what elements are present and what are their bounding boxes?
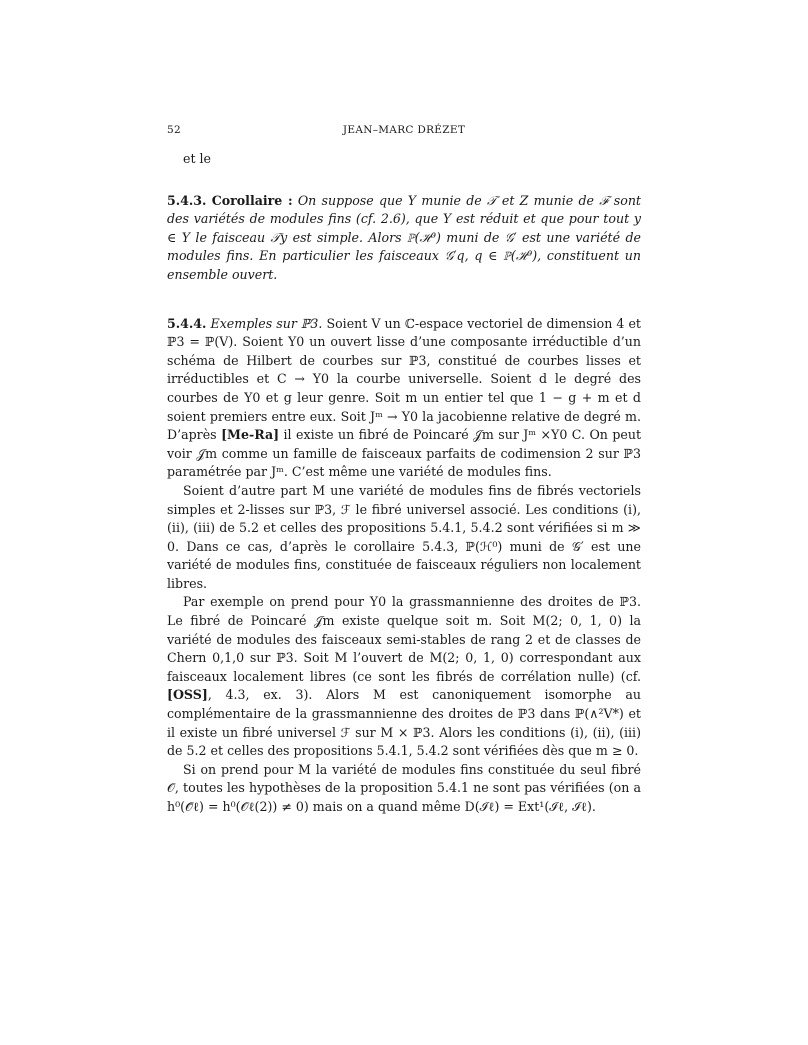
examples-paragraph-3 (167, 593, 641, 760)
running-author: JEAN–MARC DRÉZET (342, 124, 466, 136)
citation-oss: [OSS] (167, 687, 208, 703)
examples-paragraph-1 (167, 315, 641, 482)
corollary-text: On suppose que Y munie de 𝒯 et Z munie de ℱ sont des variétés de modules fins (cf. 2.6), que Y est réduit et que pour tout y ∈ Y le faisceau 𝒯y est simple. Alors ℙ(ℋ⁰) muni de 𝒢′ est une variété de modules fins. En particulier les faisceaux 𝒢′q, q ∈ ℙ(ℋ⁰), constituent un ensemble ouvert. (167, 192, 641, 282)
examples-p1-text-a: Soient V un ℂ-espace vectoriel de dimension 4 et ℙ3 = ℙ(V). Soient Y0 un ouvert lisse d’une composante irréductible d’un schéma de Hilbert de courbes sur ℙ3, constitué de courbes lisses et irréductibles et C → Y0 la courbe universelle. Soient d le degré des courbes de Y0 et g leur genre. Soit m un entier tel que 1 − g + m et d soient premiers entre eux. Soit Jᵐ → Y0 la jacobienne relative de degré m. D’après (167, 315, 641, 443)
corollary-5-4-3 (167, 192, 641, 285)
examples-paragraph-2: Soient d’autre part M une variété de modules fins de fibrés vectoriels simples et 2-lisses sur ℙ3, ℱ le fibré universel associé. Les conditions (i), (ii), (iii) de 5.2 et celles des propositions 5.4.1, 5.4.2 sont vérifiées si m ≫ 0. Dans ce cas, d’après le corollaire 5.4.3, ℙ(ℋ⁰) muni de 𝒢′ est une variété de modules fins, constituée de faisceaux réguliers non localement libres. (167, 482, 641, 591)
examples-number: 5.4.4. (167, 315, 207, 331)
citation-me-ra: [Me-Ra] (221, 427, 280, 443)
page-body (167, 150, 641, 817)
page-number: 52 (167, 124, 181, 136)
running-header (167, 124, 641, 140)
lead-in-text: et le (183, 151, 211, 166)
examples-p1-text-b: il existe un fibré de Poincaré 𝒥m sur Jᵐ ×Y0 C. On peut voir 𝒥m comme un famille de faisceaux parfaits de codimension 2 sur ℙ3 paramétrée par Jᵐ. C’est même une variété de modules fins. (167, 427, 641, 480)
examples-paragraph-4: Si on prend pour M la variété de modules fins constituée du seul fibré 𝒪, toutes les hypothèses de la proposition 5.4.1 ne sont pas vérifiées (on a h⁰(𝒪̃ℓ) = h⁰(𝒪ℓ(2)) ≠ 0) mais on a quand même D(ℐℓ) = Ext¹(ℐℓ, ℐℓ). (167, 761, 641, 814)
corollary-title: Corollaire : (211, 192, 293, 208)
examples-title: Exemples sur ℙ3. (210, 315, 323, 331)
examples-p3-text-a: Par exemple on prend pour Y0 la grassmannienne des droites de ℙ3. Le fibré de Poincaré 𝒥m existe quelque soit m. Soit M(2; 0, 1, 0) la variété de modules des faisceaux semi-stables de rang 2 et de classes de Chern 0,1,0 sur ℙ3. Soit M l’ouvert de M(2; 0, 1, 0) correspondant aux faisceaux localement libres (ce sont les fibrés de corrélation nulle) (cf. (167, 594, 641, 684)
examples-p3-text-b: , 4.3, ex. 3). Alors M est canoniquement isomorphe au complémentaire de la grassmannienne des droites de ℙ3 dans ℙ(∧²V*) et il existe un fibré universel ℱ sur M × ℙ3. Alors les conditions (i), (ii), (iii) de 5.2 et celles des propositions 5.4.1, 5.4.2 sont vérifiées dès que m ≥ 0. (167, 687, 641, 759)
corollary-number: 5.4.3. (167, 192, 207, 208)
